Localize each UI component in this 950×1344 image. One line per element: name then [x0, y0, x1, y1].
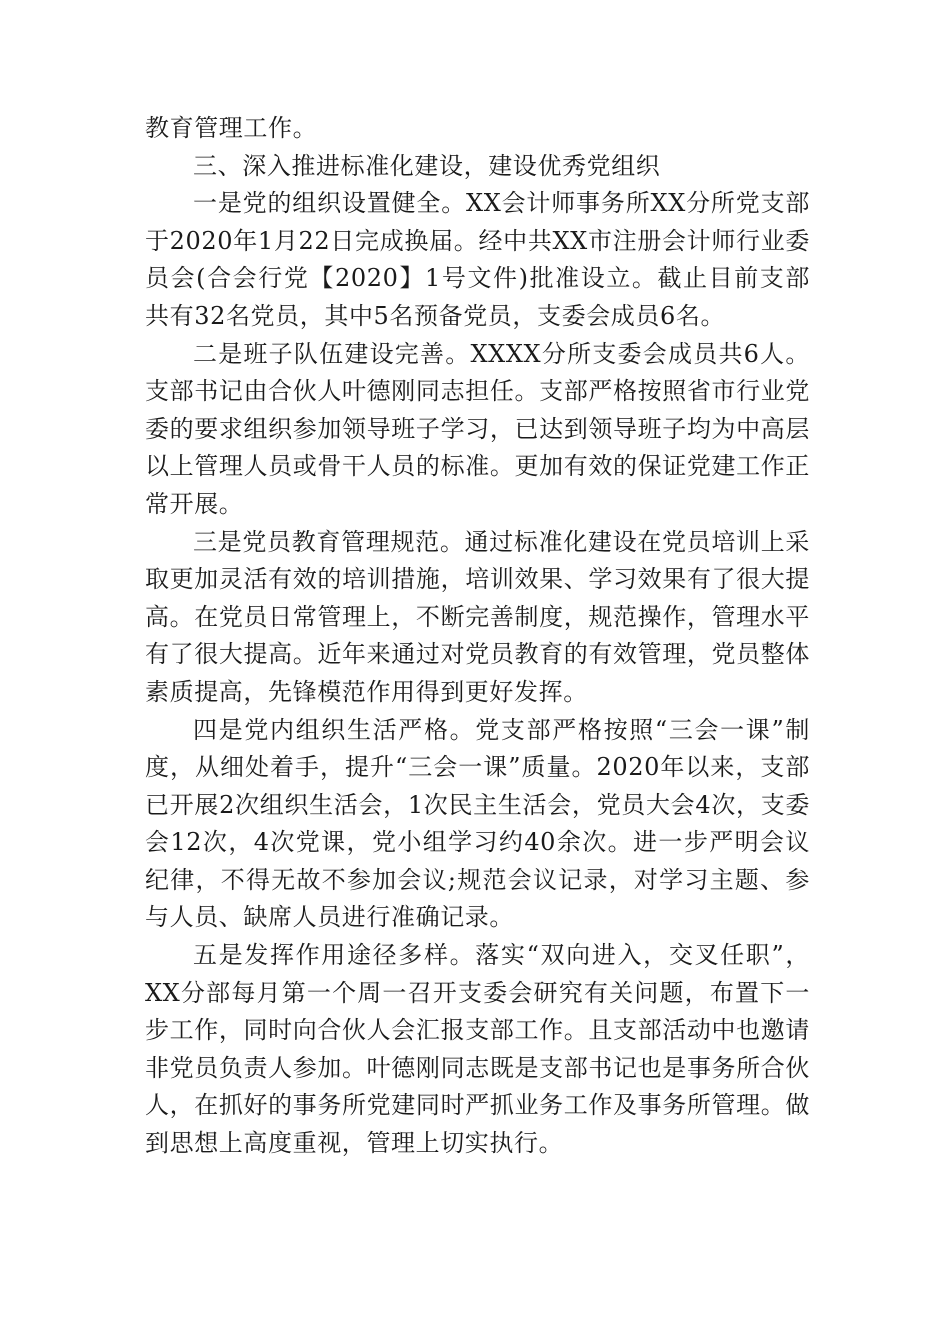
- paragraph-role-channels: 五是发挥作用途径多样。落实“双向进入，交叉任职”，XX分部每月第一个周一召开支委会研究有关问题，布置下一步工作，同时向合伙人会汇报支部工作。且支部活动中也邀请非党员负责人参加。叶德刚同志既是支部书记也是事务所合伙人，在抓好的事务所党建同时严抓业务工作及事务所管理。做到思想上高度重视，管理上切实执行。: [145, 941, 810, 1158]
- section-heading: 三、深入推进标准化建设，建设优秀党组织: [193, 151, 661, 180]
- paragraph-member-education: 三是党员教育管理规范。通过标准化建设在党员培训上采取更加灵活有效的培训措施，培训效果、学习效果有了很大提高。在党员日常管理上，不断完善制度，规范操作，管理水平有了很大提高。近年来通过对党员教育的有效管理，党员整体素质提高，先锋模范作用得到更好发挥。: [145, 527, 810, 706]
- paragraph-continuation: 教育管理工作。: [145, 114, 318, 142]
- document-body: [145, 110, 810, 1163]
- paragraph-organization-setup: 一是党的组织设置健全。XX会计师事务所XX分所党支部于2020年1月22日完成换届。经中共XX市注册会计师行业委员会(合会行党【2020】1号文件)批准设立。截止目前支部共有32名党员，其中5名预备党员，支委会成员6名。: [145, 189, 810, 330]
- paragraph-team-building: 二是班子队伍建设完善。XXXX分所支委会成员共6人。支部书记由合伙人叶德刚同志担任。支部严格按照省市行业党委的要求组织参加领导班子学习，已达到领导班子均为中高层以上管理人员或骨干人员的标准。更加有效的保证党建工作正常开展。: [145, 339, 810, 518]
- paragraph-organization-life: 四是党内组织生活严格。党支部严格按照“三会一课”制度，从细处着手，提升“三会一课”质量。2020年以来，支部已开展2次组织生活会，1次民主生活会，党员大会4次，支委会12次，4次党课，党小组学习约40余次。进一步严明会议纪律，不得无故不参加会议;规范会议记录，对学习主题、参与人员、缺席人员进行准确记录。: [145, 715, 810, 932]
